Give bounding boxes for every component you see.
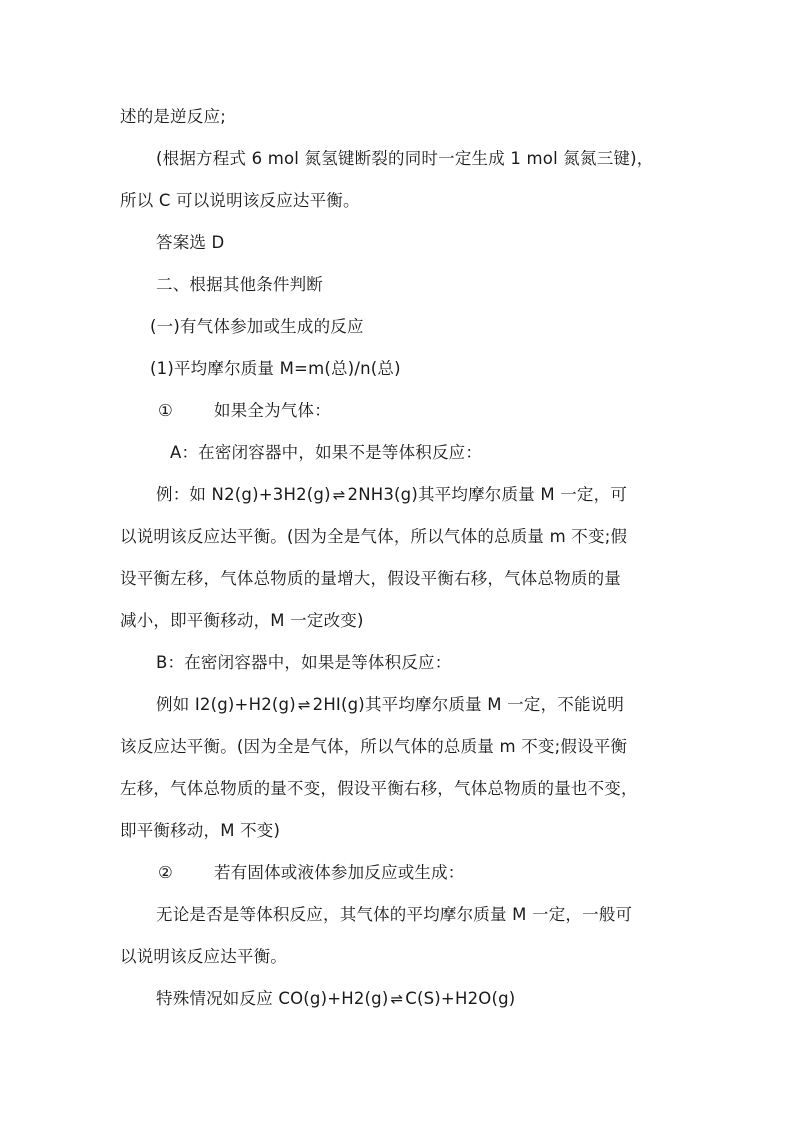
text-line: 该反应达平衡。(因为全是气体，所以气体的总质量 m 不变;假设平衡 — [120, 737, 628, 756]
case-b-heading: B：在密闭容器中，如果是等体积反应： — [156, 653, 452, 672]
case-a-heading: A：在密闭容器中，如果不是等体积反应： — [170, 443, 483, 462]
subsection-heading: (一)有气体参加或生成的反应 — [150, 317, 364, 336]
text-line: (根据方程式 6 mol 氮氢键断裂的同时一定生成 1 mol 氮氮三键)， — [156, 149, 654, 168]
equation-line — [156, 988, 515, 1010]
equilibrium-arrow-icon: ⇌ — [332, 486, 346, 504]
equation-left: 特殊情况如反应 CO(g)+H2(g) — [156, 989, 389, 1008]
text-line: 以说明该反应达平衡。 — [120, 947, 287, 966]
list-item-1 — [158, 400, 331, 422]
text-line: 述的是逆反应; — [120, 107, 226, 126]
equation-right: 2HI(g)其平均摩尔质量 M 一定，不能说明 — [312, 695, 625, 714]
text-line: 无论是否是等体积反应，其气体的平均摩尔质量 M 一定，一般可 — [156, 905, 633, 924]
list-item-2 — [158, 862, 465, 884]
list-item-text: 如果全为气体： — [214, 401, 331, 420]
equation-left: 例：如 N2(g)+3H2(g) — [156, 485, 331, 504]
list-marker: ① — [158, 401, 173, 420]
list-item-text: 若有固体或液体参加反应或生成： — [214, 863, 465, 882]
equation-left: 例如 I2(g)+H2(g) — [156, 695, 296, 714]
list-marker: ② — [158, 863, 173, 882]
equilibrium-arrow-icon: ⇌ — [390, 990, 404, 1008]
text-line: 左移，气体总物质的量不变，假设平衡右移，气体总物质的量也不变， — [120, 779, 638, 798]
answer-line: 答案选 D — [156, 233, 225, 252]
section-heading: 二、根据其他条件判断 — [156, 275, 323, 294]
equation-right: 2NH3(g)其平均摩尔质量 M 一定，可 — [347, 485, 628, 504]
equation-line — [156, 484, 627, 506]
text-line: 即平衡移动，M 不变) — [120, 821, 281, 840]
text-line: 以说明该反应达平衡。(因为全是气体，所以气体的总质量 m 不变;假 — [120, 527, 628, 546]
text-line: 所以 C 可以说明该反应达平衡。 — [120, 191, 360, 210]
equation-right: C(S)+H2O(g) — [405, 989, 516, 1008]
text-line: 减小，即平衡移动，M 一定改变) — [120, 611, 364, 630]
equation-line — [156, 694, 624, 716]
formula-line: (1)平均摩尔质量 M=m(总)/n(总) — [150, 359, 401, 378]
equilibrium-arrow-icon: ⇌ — [297, 696, 311, 714]
text-line: 设平衡左移，气体总物质的量增大，假设平衡右移，气体总物质的量 — [120, 569, 621, 588]
